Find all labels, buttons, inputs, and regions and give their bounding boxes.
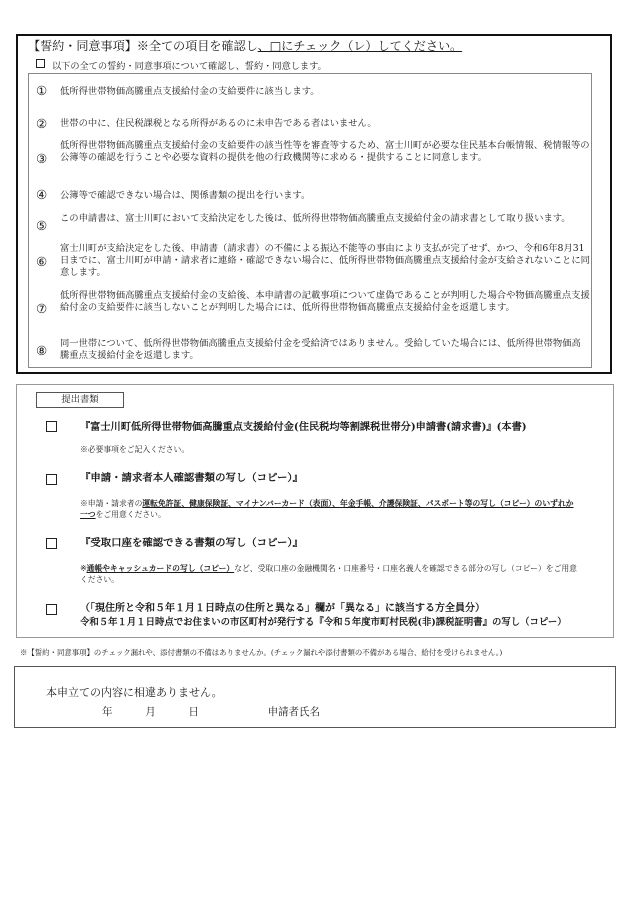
oath-item-number: ⑥ xyxy=(36,254,48,269)
documents-tab-label: 提出書類 xyxy=(36,392,124,408)
doc3-note-prefix: ※ xyxy=(80,564,87,573)
oath-heading-underlined: 、□にチェック（レ）してください。 xyxy=(257,39,463,53)
doc3-checkbox[interactable] xyxy=(46,538,57,549)
doc3-note-documents: 通帳やキャッシュカードの写し（コピー） xyxy=(86,564,235,573)
footnote: ※【誓約・同意事項】のチェック漏れや、添付書類の不備はありませんか。(チェック漏れや添付書類の不備がある場合、給付を受けられません。) xyxy=(20,648,503,657)
doc4-title-detail: 令和５年１月１日時点でお住まいの市区町村が発行する『令和５年度市町村民税(非)課税証明書』の写し（コピー） xyxy=(80,617,567,628)
oath-item-text: 同一世帯について、低所得世帯物価高騰重点支援給付金を受給済ではありません。受給していた場合には、低所得世帯物価高騰重点支援給付金を返還します。 xyxy=(60,338,581,362)
oath-item-number: ⑧ xyxy=(36,343,48,358)
doc4-title: （「現住所と令和５年１月１日時点の住所と異なる」欄が「異なる」に該当する方全員分） xyxy=(80,603,485,614)
oath-item-number: ① xyxy=(36,83,48,98)
declaration-text: 本申立ての内容に相違ありません。 xyxy=(46,686,223,699)
date-signature-line xyxy=(102,704,320,719)
oath-item-number: ② xyxy=(36,116,48,131)
oath-item-text: 低所得世帯物価高騰重点支援給付金の支給要件に該当します。 xyxy=(60,86,320,97)
day-label: 日 xyxy=(188,706,199,718)
doc3-title: 『受取口座を確認できる書類の写し（コピー）』 xyxy=(80,537,303,549)
doc2-note-prefix: ※申請・請求者の xyxy=(80,499,143,508)
agree-all-label: 以下の全ての誓約・同意事項について確認し、誓約・同意します。 xyxy=(52,61,327,72)
doc4-checkbox[interactable] xyxy=(46,604,57,615)
month-label: 月 xyxy=(145,706,156,718)
doc2-note-documents: 運転免許証、健康保険証、マイナンバーカード（表面）、年金手帳、介護保険証、パスポート等の写し（コピー）のいずれか一つ xyxy=(80,499,574,519)
oath-item-text: 低所得世帯物価高騰重点支援給付金の支給要件の該当性等を審査等するため、富士川町が必要な住民基本台帳情報、税情報等の公簿等の確認を行うことや必要な資料の提供を他の行政機関等に求める・提供することに同意します。 xyxy=(60,140,590,164)
doc1-title: 『富士川町低所得世帯物価高騰重点支援給付金(住民税均等割課税世帯分)申請書(請求書)』(本書) xyxy=(80,421,527,433)
oath-heading-prefix: 【誓約・同意事項】※全ての項目を確認し xyxy=(28,39,258,53)
doc2-title: 『申請・請求者本人確認書類の写し（コピー）』 xyxy=(80,472,303,484)
doc3-note-suffix: など、受取口座の金融機関名・口座番号・口座名義人を確認できる部分の写し（コピー）をご用意ください。 xyxy=(80,564,577,584)
oath-item-text: 世帯の中に、住民税課税となる所得があるのに未申告である者はいません。 xyxy=(60,118,377,129)
applicant-name-label: 申請者氏名 xyxy=(267,706,321,718)
agree-all-checkbox[interactable] xyxy=(36,59,45,68)
oath-item-text: 低所得世帯物価高騰重点支援給付金の支給後、本申請書の記載事項について虚偽であることが判明した場合や物価高騰重点支援給付金の支給要件に該当しないことが判明した場合には、低所得世帯物価高騰重点支援給付金を返還します。 xyxy=(60,290,590,314)
doc2-checkbox[interactable] xyxy=(46,474,57,485)
oath-heading xyxy=(28,37,462,54)
oath-item-number: ③ xyxy=(36,151,48,166)
doc2-note xyxy=(80,498,580,520)
oath-item-text: 公簿等で確認できない場合は、関係書類の提出を行います。 xyxy=(60,190,311,201)
oath-item-number: ⑤ xyxy=(36,218,48,233)
oath-item-number: ④ xyxy=(36,187,48,202)
year-label: 年 xyxy=(102,706,113,718)
doc1-note: ※必要事項をご記入ください。 xyxy=(80,445,190,454)
doc3-note xyxy=(80,563,580,585)
oath-item-text: この申請書は、富士川町において支給決定をした後は、低所得世帯物価高騰重点支援給付金の請求書として取り扱います。 xyxy=(60,213,571,224)
oath-item-text: 富士川町が支給決定をした後、申請書（請求書）の不備による振込不能等の事由により支払が完了せず、かつ、令和6年8月31日までに、富士川町が申請・請求者に連絡・確認できない場合に、低所得世帯物価高騰重点支援給付金が支給されないことに同意します。 xyxy=(60,243,590,279)
doc1-checkbox[interactable] xyxy=(46,421,57,432)
doc2-note-suffix: をご用意ください。 xyxy=(95,510,166,519)
oath-item-number: ⑦ xyxy=(36,301,48,316)
